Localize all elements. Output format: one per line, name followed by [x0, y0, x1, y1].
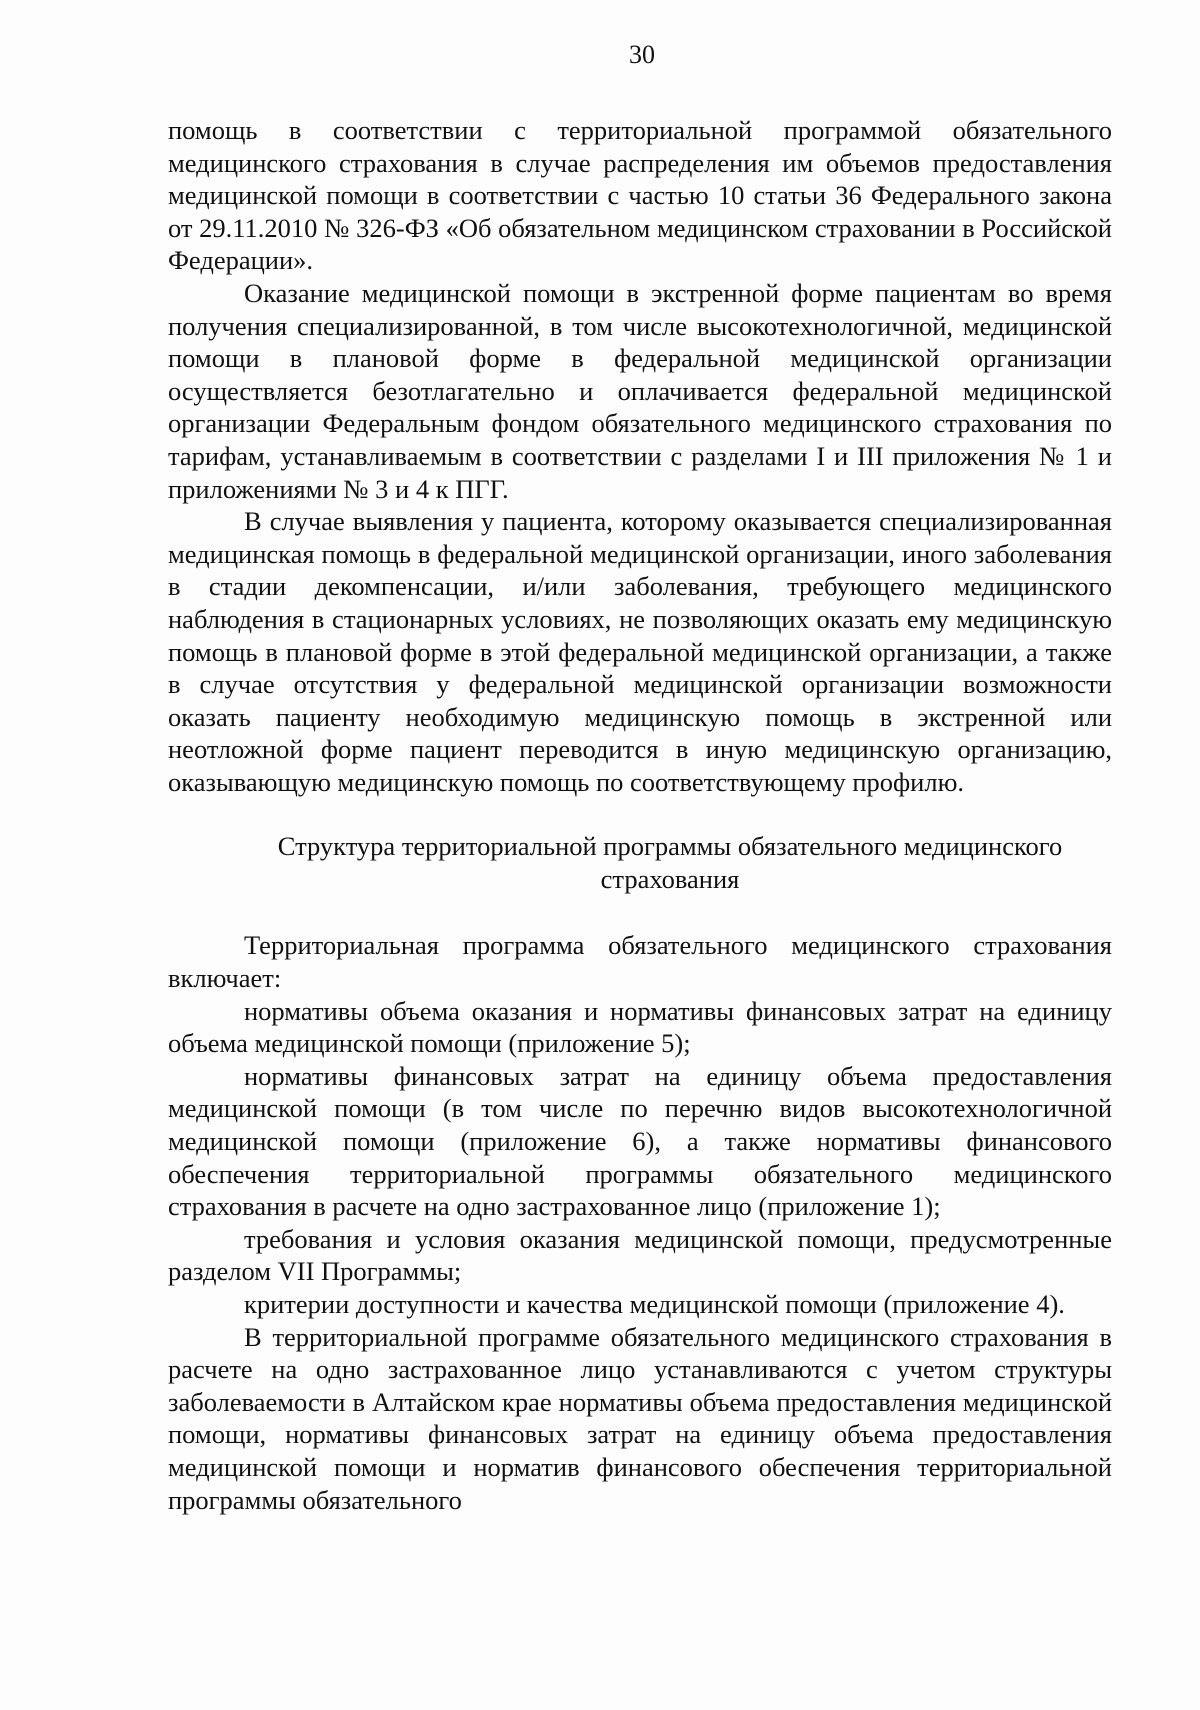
- paragraph-continued: помощь в соответствии с территориальной программой обязательного медицинского страхования в случае распределения им объемов предоставления медицинской помощи в соответствии с частью 10 статьи 36 Федерального закона от 29.11.2010 № 326-ФЗ «Об обязательном медицинском страховании в Российской Федерации».: [168, 115, 1112, 276]
- list-item-requirements: требования и условия оказания медицинской помощи, предусмотренные разделом VII Программы;: [168, 1223, 1112, 1287]
- paragraph-program-includes: Территориальная программа обязательного медицинского страхования включает:: [168, 930, 1112, 994]
- section-heading: [168, 830, 1112, 896]
- list-item-cost-norms: нормативы финансовых затрат на единицу объема предоставления медицинской помощи (в том числе по перечню видов высокотехнологичной медицинской помощи (приложение 6), а также нормативы финансового обеспечения территориальной программы обязательного медицинского страхования в расчете на одно застрахованное лицо (приложение 1);: [168, 1060, 1112, 1222]
- list-item-criteria: критерии доступности и качества медицинской помощи (приложение 4).: [244, 1289, 1065, 1319]
- document-body: [168, 114, 1112, 1516]
- paragraph-emergency-care: Оказание медицинской помощи в экстренной форме пациентам во время получения специализированной, в том числе высокотехнологичной, медицинской помощи в плановой форме в федеральной медицинской организации осуществляется безотлагательно и оплачивается федеральной медицинской организации Федеральным фондом обязательного медицинского страхования по тарифам, устанавливаемым в соответствии с разделами I и III приложения № 1 и приложениями № 3 и 4 к ПГГ.: [168, 277, 1112, 504]
- page-number: 30: [629, 40, 655, 69]
- section-heading-line-1: Структура территориальной программы обязательного медицинского: [277, 831, 1063, 862]
- paragraph-patient-transfer: В случае выявления у пациента, которому оказывается специализированная медицинская помощь в федеральной медицинской организации, иного заболевания в стадии декомпенсации, и/или заболевания, требующего медицинского наблюдения в стационарных условиях, не позволяющих оказать ему медицинскую помощь в плановой форме в этой федеральной медицинской организации, а также в случае отсутствия у федеральной медицинской организации возможности оказать пациенту необходимую медицинскую помощь в экстренной или неотложной форме пациент переводится в иную медицинскую организацию, оказывающую медицинскую помощь по соответствующему профилю.: [168, 506, 1112, 797]
- section-heading-line-2: страхования: [600, 864, 740, 895]
- paragraph-per-capita-norms: В территориальной программе обязательного медицинского страхования в расчете на одно застрахованное лицо устанавливаются с учетом структуры заболеваемости в Алтайском крае нормативы объема предоставления медицинской помощи, нормативы финансовых затрат на единицу объема предоставления медицинской помощи и норматив финансового обеспечения территориальной программы обязательного: [168, 1321, 1112, 1515]
- list-item-volume-norms: нормативы объема оказания и нормативы финансовых затрат на единицу объема медицинской помощи (приложение 5);: [168, 995, 1112, 1059]
